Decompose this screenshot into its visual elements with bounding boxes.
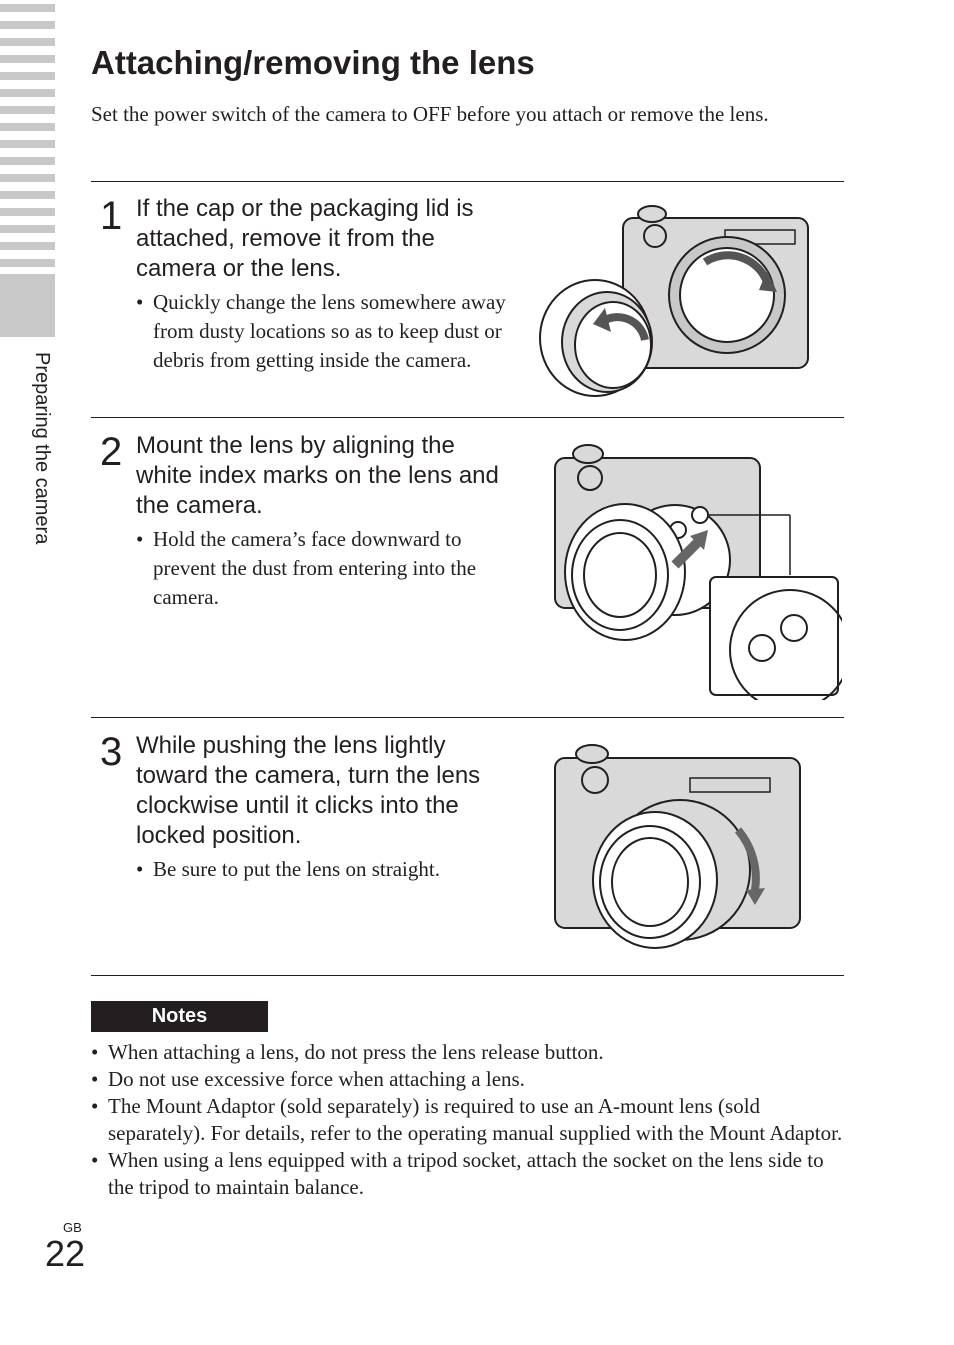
intro-text: Set the power switch of the camera to OFF before you attach or remove the lens. [91,102,769,126]
note-item: • Do not use excessive force when attaching a lens. [91,1066,846,1093]
section-label: Preparing the camera [31,352,53,545]
step-1-heading: If the cap or the packaging lid is attached, remove it from the camera or the lens. [136,195,474,282]
step-2-number: 2 [100,430,123,474]
step-3-heading: While pushing the lens lightly toward the camera, turn the lens clockwise until it clicks into the locked position. [136,732,481,849]
step-3-number: 3 [100,730,123,774]
camera-remove-cap-illustration [535,200,820,405]
step-1-number: 1 [100,194,123,238]
note-item: • When attaching a lens, do not press the lens release button. [91,1039,846,1066]
notes-label: Notes [91,1001,268,1032]
step-2-bullet: • Hold the camera’s face downward to prevent the dust from entering into the camera. [136,525,506,612]
step-1-bullet: • Quickly change the lens somewhere away from dusty locations so as to keep dust or debris from getting inside the camera. [136,288,506,375]
step-2-heading: Mount the lens by aligning the white index marks on the lens and the camera. [136,432,499,519]
divider [91,181,844,182]
camera-lock-lens-illustration [550,740,810,962]
step-3-bullet: • Be sure to put the lens on straight. [136,855,506,884]
notes-list [91,1039,846,1201]
region-code: GB [63,1220,82,1235]
divider [91,417,844,418]
divider [91,975,844,976]
page-title: Attaching/removing the lens [91,44,535,81]
camera-mount-lens-illustration [550,440,842,700]
section-tab [0,274,55,337]
note-item: • The Mount Adaptor (sold separately) is required to use an A-mount lens (sold separately). For details, refer to the operating manual supplied with the Mount Adaptor. [91,1093,846,1147]
note-item: • When using a lens equipped with a tripod socket, attach the socket on the lens side to the tripod to maintain balance. [91,1147,846,1201]
divider [91,717,844,718]
page-number: 22 [45,1233,86,1274]
